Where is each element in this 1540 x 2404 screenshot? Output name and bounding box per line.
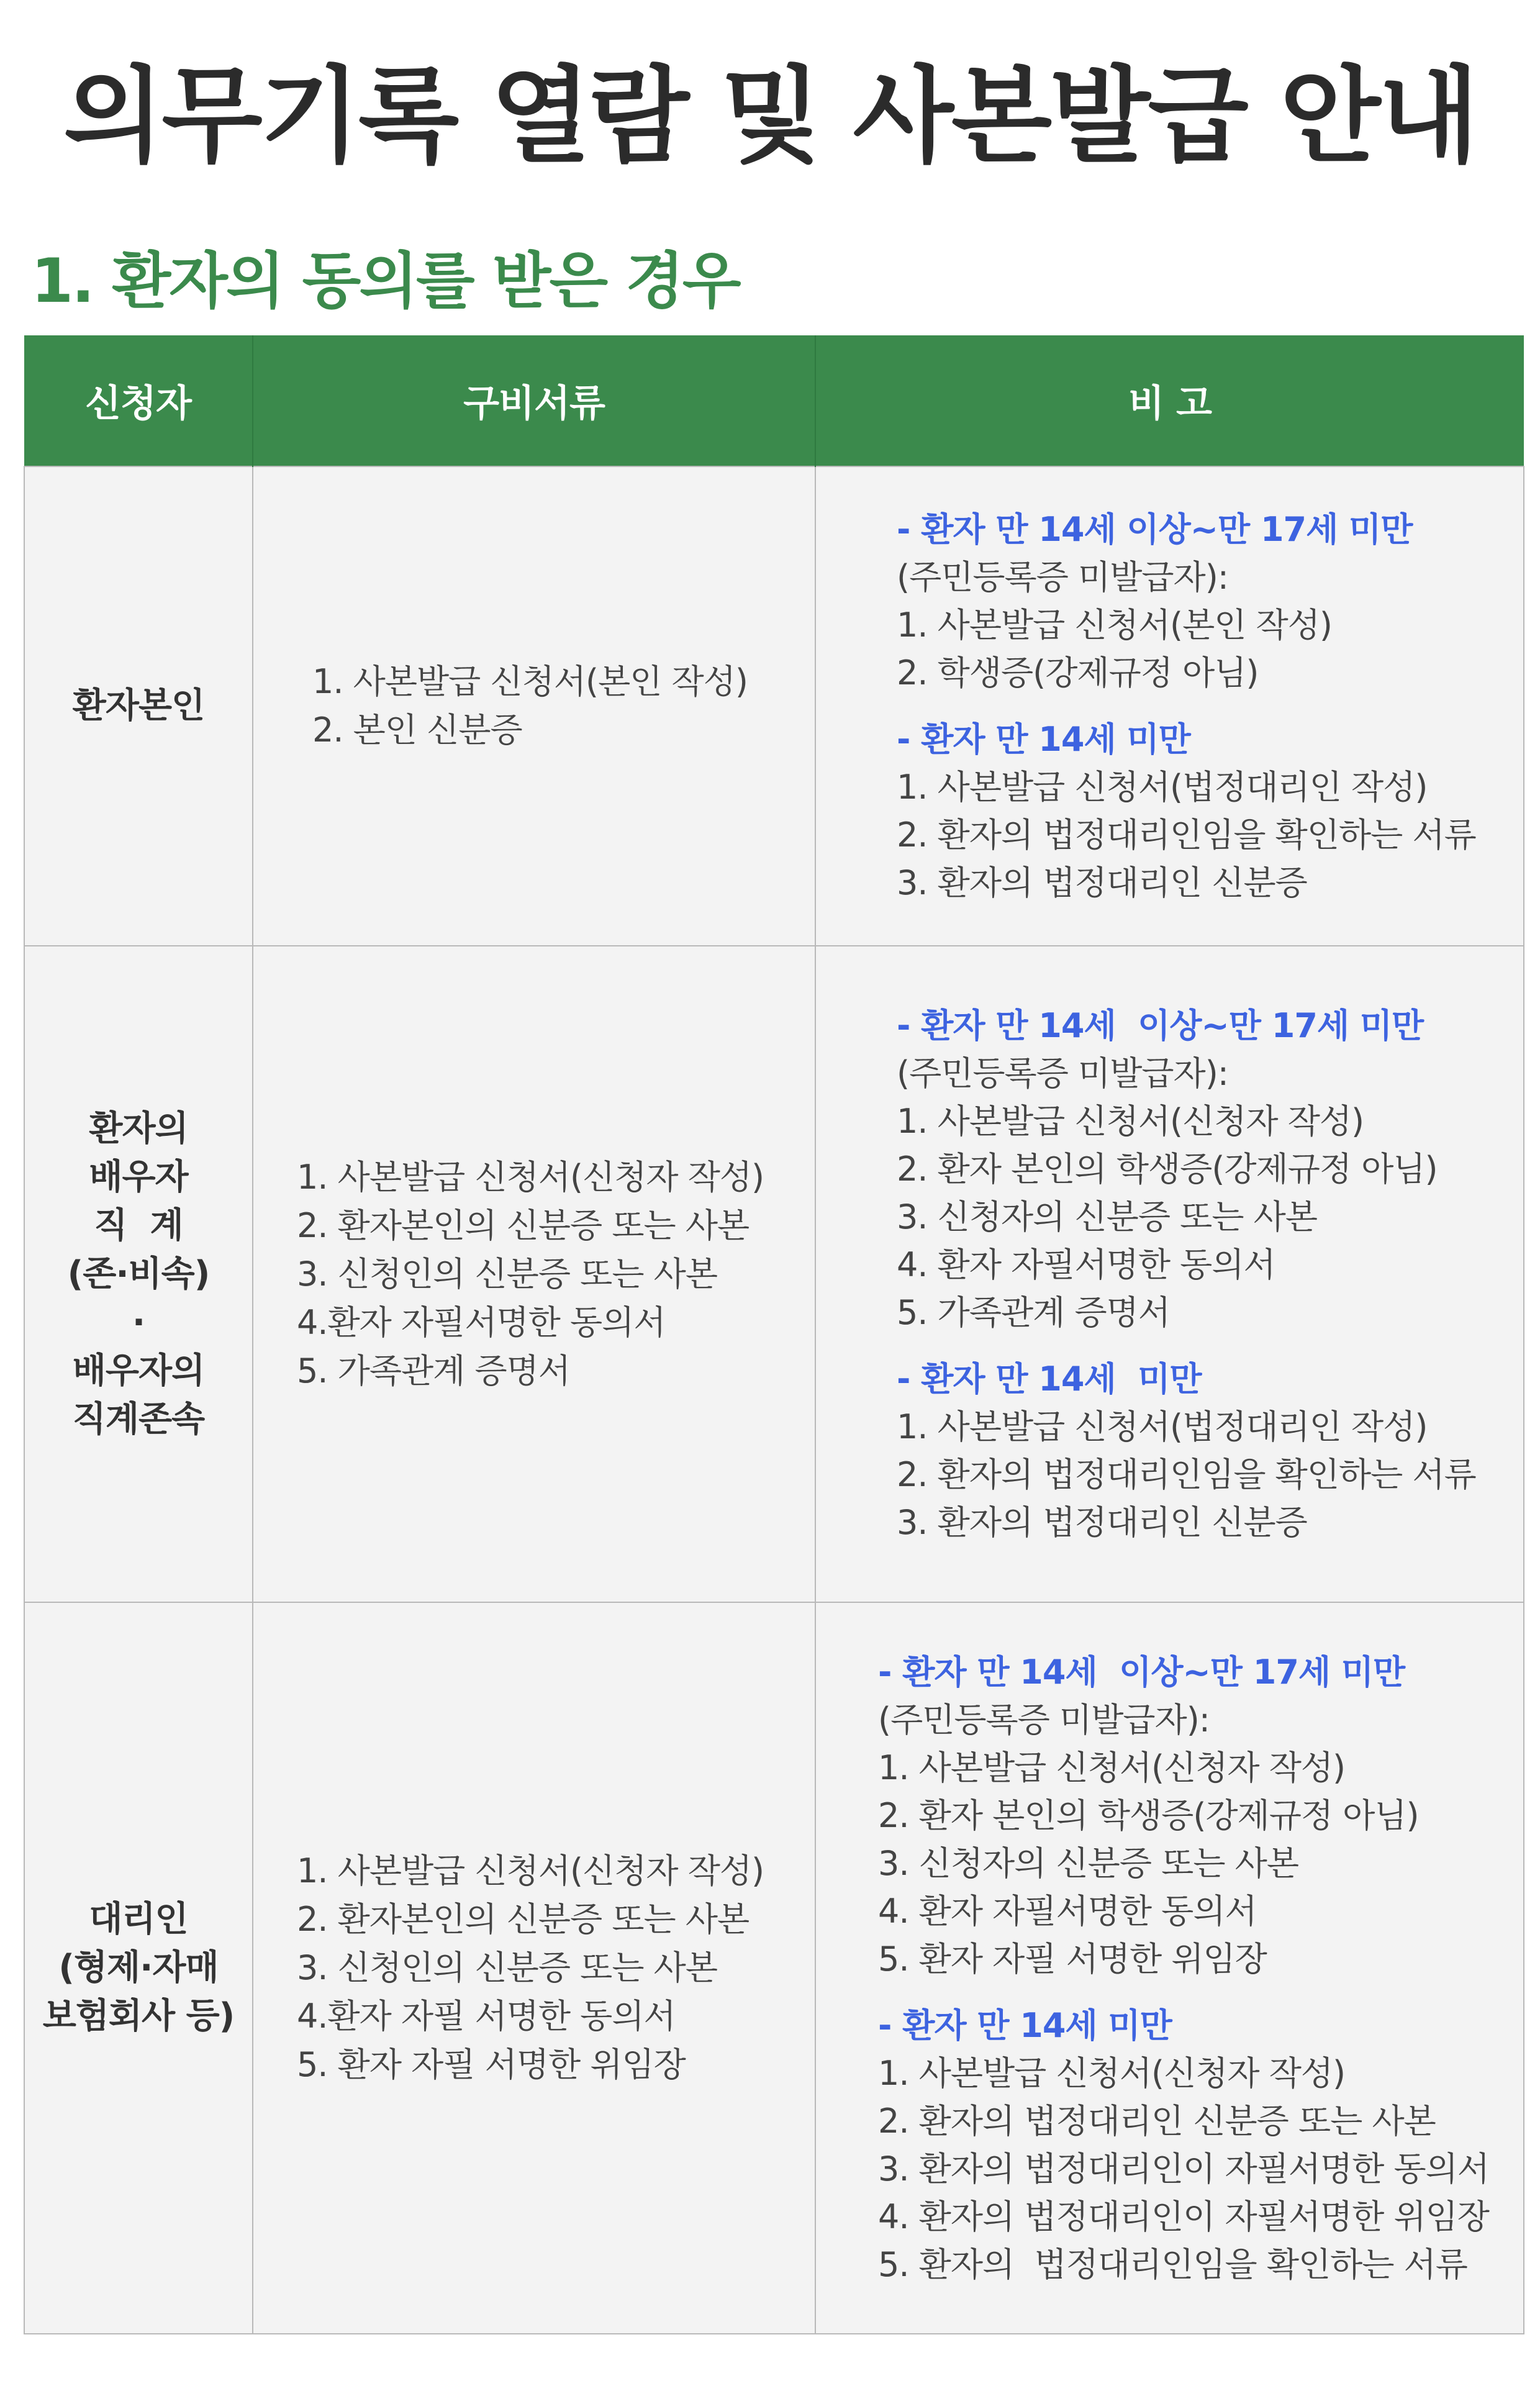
spacer [878, 1983, 1523, 2002]
documents-cell [253, 1602, 815, 2334]
note-line: 4. 환자의 법정대리인이 자필서명한 위임장 [878, 2197, 1489, 2236]
note-line: 1. 사본발급 신청서(신청자 작성) [878, 2053, 1346, 2093]
note-group-heading: - 환자 만 14세 미만 [897, 1359, 1202, 1399]
notes-cell [815, 1602, 1524, 2334]
note-line: 1. 사본발급 신청서(신청자 작성) [878, 1748, 1346, 1787]
applicant-line: 배우자 [89, 1156, 188, 1197]
section-heading: 1. 환자의 동의를 받은 경우 [31, 246, 740, 317]
note-line: 1. 사본발급 신청서(본인 작성) [897, 606, 1332, 645]
applicant-cell [24, 946, 253, 1602]
note-line: (주민등록증 미발급자): [878, 1700, 1210, 1739]
note-line: (주민등록증 미발급자): [897, 558, 1228, 597]
document-item: 2. 본인 신분증 [312, 710, 522, 750]
note-line: 4. 환자 자필서명한 동의서 [878, 1891, 1257, 1931]
note-line: 2. 환자의 법정대리인임을 확인하는 서류 [897, 815, 1476, 855]
documents-cell [253, 946, 815, 1602]
note-line: 1. 사본발급 신청서(신청자 작성) [897, 1102, 1364, 1141]
document-item: 2. 환자본인의 신분증 또는 사본 [297, 1205, 750, 1245]
table-row [24, 1602, 1524, 2334]
note-line: 5. 환자의 법정대리인임을 확인하는 서류 [878, 2244, 1467, 2284]
applicant-line: 환자본인 [72, 686, 205, 726]
applicant-line: 환자의 [89, 1108, 188, 1149]
note-line: 3. 신청자의 신분증 또는 사본 [897, 1197, 1317, 1236]
note-group-heading: - 환자 만 14세 이상~만 17세 미만 [897, 1006, 1424, 1045]
document-item: 5. 환자 자필 서명한 위임장 [297, 2045, 686, 2084]
applicant-line: (형제·자매 [58, 1948, 219, 1988]
document-item: 1. 사본발급 신청서(신청자 작성) [297, 1851, 764, 1890]
note-line: 3. 환자의 법정대리인 신분증 [897, 863, 1307, 902]
applicant-cell [24, 1602, 253, 2334]
table-row [24, 946, 1524, 1602]
applicant-line: · [132, 1302, 145, 1343]
spacer [897, 1336, 1523, 1355]
applicant-cell [24, 466, 253, 946]
header-applicant: 신청자 [24, 335, 253, 466]
applicant-line: 배우자의 [72, 1350, 205, 1391]
note-line: 3. 신청자의 신분증 또는 사본 [878, 1843, 1298, 1883]
table-row [24, 466, 1524, 946]
page-title: 의무기록 열람 및 사본발급 안내 [63, 55, 1477, 177]
note-line: 2. 환자 본인의 학생증(강제규정 아님) [878, 1795, 1419, 1835]
document-item: 1. 사본발급 신청서(본인 작성) [312, 662, 748, 701]
note-line: 1. 사본발급 신청서(법정대리인 작성) [897, 768, 1428, 807]
notes-cell [815, 946, 1524, 1602]
document-item: 1. 사본발급 신청서(신청자 작성) [297, 1157, 764, 1197]
spacer [897, 697, 1523, 715]
applicant-line: 대리인 [89, 1899, 188, 1939]
document-item: 4.환자 자필 서명한 동의서 [297, 1997, 676, 2036]
header-notes: 비 고 [815, 335, 1524, 466]
document-item: 3. 신청인의 신분증 또는 사본 [297, 1254, 717, 1294]
applicant-line: 보험회사 등) [42, 1996, 235, 2036]
note-group-heading: - 환자 만 14세 이상~만 17세 미만 [897, 510, 1413, 549]
document-item: 3. 신청인의 신분증 또는 사본 [297, 1948, 717, 1987]
documents-cell [253, 466, 815, 946]
applicant-line: 직 계 [94, 1205, 183, 1246]
note-line: 1. 사본발급 신청서(법정대리인 작성) [897, 1407, 1428, 1446]
applicant-line: (존·비속) [67, 1253, 210, 1294]
note-group-heading: - 환자 만 14세 미만 [897, 720, 1190, 759]
note-line: 4. 환자 자필서명한 동의서 [897, 1245, 1275, 1284]
document-item: 4.환자 자필서명한 동의서 [297, 1302, 666, 1342]
header-documents: 구비서류 [253, 335, 815, 466]
notes-cell [815, 466, 1524, 946]
note-line: 5. 가족관계 증명서 [897, 1293, 1170, 1332]
note-group-heading: - 환자 만 14세 미만 [878, 2005, 1172, 2045]
note-line: (주민등록증 미발급자): [897, 1054, 1228, 1093]
note-group-heading: - 환자 만 14세 이상~만 17세 미만 [878, 1652, 1405, 1692]
note-line: 2. 환자의 법정대리인임을 확인하는 서류 [897, 1455, 1476, 1494]
note-line: 3. 환자의 법정대리인이 자필서명한 동의서 [878, 2149, 1489, 2189]
applicant-line: 직계존속 [72, 1399, 205, 1440]
note-line: 5. 환자 자필 서명한 위임장 [878, 1939, 1267, 1979]
document-item: 5. 가족관계 증명서 [297, 1351, 570, 1390]
table-header-row [24, 335, 1524, 466]
document-item: 2. 환자본인의 신분증 또는 사본 [297, 1900, 750, 1939]
note-line: 2. 환자의 법정대리인 신분증 또는 사본 [878, 2101, 1436, 2141]
note-line: 3. 환자의 법정대리인 신분증 [897, 1503, 1307, 1542]
requirements-table [24, 335, 1524, 2334]
note-line: 2. 학생증(강제규정 아님) [897, 653, 1259, 692]
note-line: 2. 환자 본인의 학생증(강제규정 아님) [897, 1150, 1438, 1189]
